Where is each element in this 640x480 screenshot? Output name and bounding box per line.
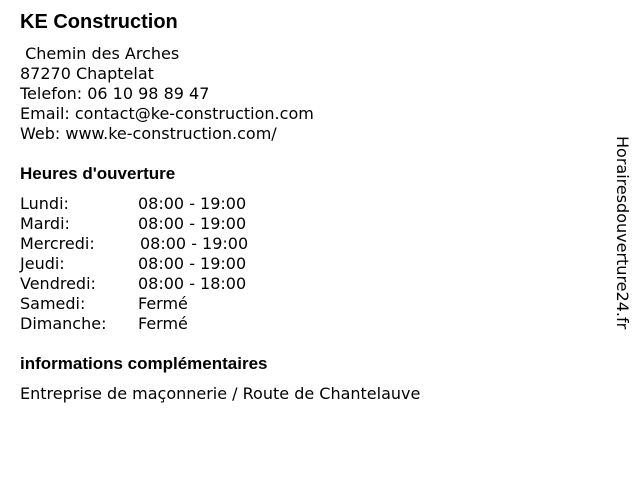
time-value: Fermé xyxy=(138,294,188,313)
website: Web: www.ke-construction.com/ xyxy=(20,124,277,143)
phone-number: Telefon: 06 10 98 89 47 xyxy=(20,84,210,103)
opening-hours-heading: Heures d'ouverture xyxy=(20,164,176,183)
day-label: Vendredi: xyxy=(20,274,96,293)
day-label: Mardi: xyxy=(20,214,70,233)
time-value: Fermé xyxy=(138,314,188,333)
time-value: 08:00 - 19:00 xyxy=(138,194,247,213)
additional-info-heading: informations complémentaires xyxy=(20,354,268,373)
city-postcode: 87270 Chaptelat xyxy=(20,64,154,83)
day-label: Dimanche: xyxy=(20,314,107,333)
day-label: Lundi: xyxy=(20,194,69,213)
additional-info-text: Entreprise de maçonnerie / Route de Chantelauve xyxy=(20,384,421,403)
day-label: Mercredi: xyxy=(20,234,95,253)
time-value: 08:00 - 19:00 xyxy=(140,234,249,253)
site-watermark: Horairesdouverture24.fr xyxy=(613,136,632,330)
street-address: Chemin des Arches xyxy=(20,44,180,63)
address-block xyxy=(20,44,314,144)
business-name: KE Construction xyxy=(20,11,178,33)
time-value: 08:00 - 19:00 xyxy=(138,254,247,273)
day-label: Jeudi: xyxy=(20,254,65,273)
time-value: 08:00 - 18:00 xyxy=(138,274,247,293)
day-label: Samedi: xyxy=(20,294,86,313)
email-address: Email: contact@ke-construction.com xyxy=(20,104,314,123)
time-value: 08:00 - 19:00 xyxy=(138,214,247,233)
